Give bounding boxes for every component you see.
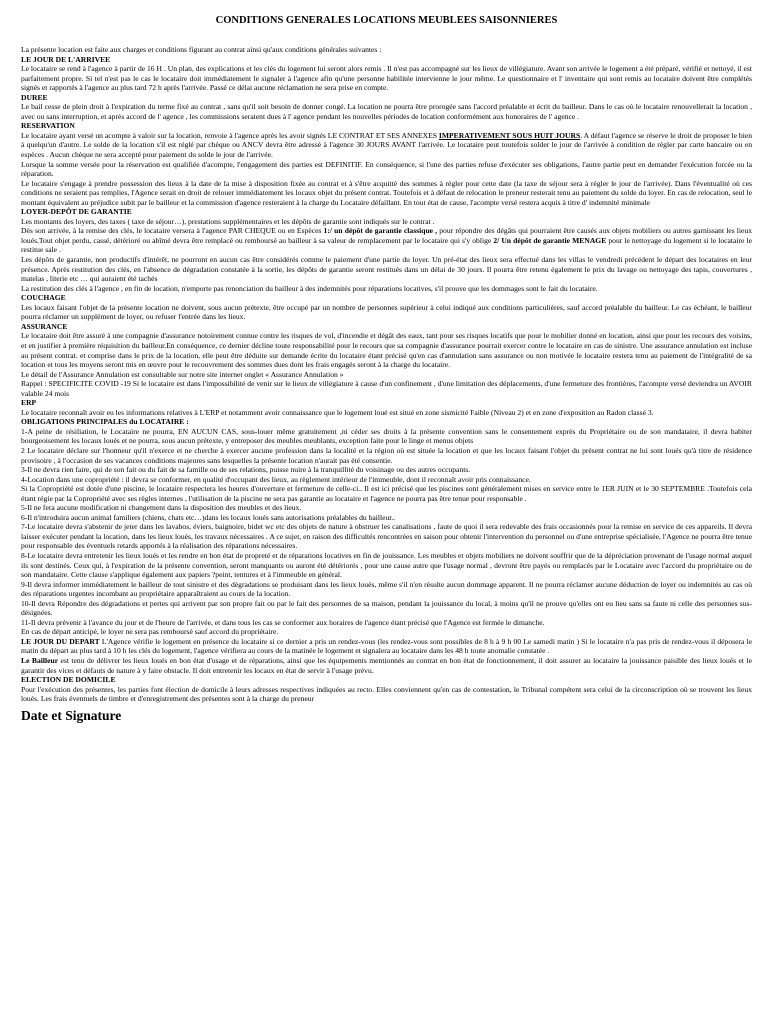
text-reservation-1b: . A défaut l'agence se réserve le droit de proposer le bien à quelqu'un d'autre. Le solde de la location s'il est réglé par chèque ou ANCV devra être adressé à l'agence 30 JOURS AVANT l'arrivée. Le locataire peut toutefois solder le jour de l'arrivée à condition de régler par carte bancaire ou en espèces . Aucun chèque ne sera accepté pour paiement du solde le jour de l'arrivée.	[21, 130, 752, 160]
heading-depot: LOYER-DEPÔT DE GARANTIE	[21, 207, 132, 217]
text-depart-body: L'Agence vérifie le logement en présence du locataire si ce dernier a pris un rendez-vous (les rendez-vous sont possibles de 8 h à 9 h 00 Le samedi matin ) Si le locataire n'a pas pris de rendez-vous il déposera le matin du départ au plus tard à 10 h les clés du logement, l'agence vérifiera au cours de la matinée le logement et signalera au locataire dans les 48 h toute anomalie constatée .	[21, 636, 752, 656]
text-reservation-2: Lorsque la somme versée pour la réservation est qualifiée d'acompte, l'engagement des parties est DEFINITIF. En conséquence, si l'une des parties refuse d'exécuter ses obligations, l'autre partie peut en demander l'exécution forcée ou la réparation.	[21, 159, 752, 179]
text-domicile: Pour l'exécution des présentes, les parties font élection de domicile à leurs adresses respectives indiquées au recto. Elles conviennent qu'en cas de contestation, le Tribunal compétent sera celui de la circonscription où se trouvent les lieux loués. Les frais éventuels de timbre et d'enregistrement des présentes sont à la charge du preneur	[21, 684, 752, 704]
obligation-item: 8-Le locataire devra entretenir les lieux loués et les rendre en bon état de propreté et de réparations locatives en fin de jouissance. Les meubles et objets mobiliers ne doivent souffrir que de la dépréciation provenant de l'usage normal auquel ils sont destinés. Ceux qui, à l'expiration de la présente convention, seront manquants ou auront été détériorés , pour une cause autre que l'usage normal , devront être payés ou remplacés par le Locataire avec l'accord du propriétaire ou de son mandataire. Cette clause s'applique également aux papiers ?peint, tentures et à l'immeuble en général.	[21, 550, 752, 580]
obligation-item: 4-Location dans une copropriété : il devra se conformer, en qualité d'occupant des lieux, au règlement intérieur de l'immeuble, dont il reconnaît avoir pris connaissance.	[21, 474, 531, 484]
heading-depart: LE JOUR DU DEPART	[21, 636, 100, 646]
text-depot-3: Les dépôts de garantie, non productifs d'intérêt, ne pourront en aucun cas être considérés comme le paiement d'une partie du loyer. Un pré-état des lieux sera effectué dans les villas le vendredi précédent le départ des locataires en leur présence. Après restitution des clés, en l'absence de dégradation constatée à la sortie, les dépôts de garantie seront restitués dans un délai de 30 jours. Il pourra être retenu également le prix du lavage ou nettoyage des tapis, couvertures , matelas , literie etc … qui auraient été tachés	[21, 255, 752, 284]
obligation-item: 6-Il n'introduira aucun animal familiers (chiens, chats etc…)dans les locaux loués sans autorisations préalables du bailleur..	[21, 512, 396, 522]
obligation-item: 7-Le locataire devra s'abstenir de jeter dans les lavabos, éviers, baignoire, bidet wc etc des objets de nature à obstruer les canalisations , faute de quoi il sera redevable des frais occasionnés pour la remise en service de ces appareils. Il devra laisser exécuter pendant la location, dans les lieux loués, les travaux nécessaires . A ce sujet, en raison des difficultés rencontrées en saison pour obtenir l'intervention du personnel ou d'une entreprise spécialisée, l'Agence ne pourra être tenue pour responsable des éventuels retards apportés à la réalisation des réparations nécessaires.	[21, 522, 752, 551]
text-depot-4: La restitution des clés à l'agence , en fin de location, n'emporte pas renonciation du bailleur à des indemnités pour réparations locatives, s'il prouve que les dommages sont le fait du locataire.	[21, 283, 598, 293]
heading-bailleur: Le Bailleur	[21, 656, 59, 665]
text-depot-2a: Dès son arrivée, à la remise des clés, le locataire versera à l'agence PAR CHEQUE ou en Espèces	[21, 226, 324, 236]
text-reservation-3: Le locataire s'engage à prendre possession des lieux à la date de la mise à disposition fixée au contrat et à s'être acquitté des sommes à régler pour cette date (la taxe de séjour sera à régler le jour de l'arrivée). Dans l'éventualité où ces conditions ne seraient pas remplies, l'Agence serait en droit de relouer immédiatement les locaux objet du présent contrat. Toutefois et à défaut de relocation le preneur resterait tenu au paiement du solde du loyer. En cas de relocation, seul le montant équivalent au préjudice subit par le bailleur et la commission d'agence resteraient à la charge du Locataire défaillant. En tout état de cause, l'acompte versé restera acquis à titre d' indemnité minimale	[21, 178, 752, 207]
obligation-item: 10-Il devra Répondre des dégradations et pertes qui arrivent par son propre fait ou par le fait des personnes de sa maison, pendant la jouissance du local, à moins qu'il ne prouve qu'elles ont eu lieu sans sa faute ni celle des personnes sus-désignées.	[21, 598, 752, 618]
text-depot-classique: 1:/ un dépôt de garantie classique ,	[323, 226, 438, 236]
text-depart	[21, 637, 752, 656]
text-assurance-2: Le détail de l'Assurance Annulation est consultable sur notre site internet onglet « Assurance Annulation »	[21, 369, 344, 379]
text-bailleur-body: est tenu de délivrer les lieux loués en bon état d'usage et de réparations, ainsi que les équipements mentionnés au contrat en bon état de fonctionnement, il doit assurer au locataire la jouissance paisible des lieux loués et le garantir des vices et défauts de nature à y faire obstacle. Il doit entretenir les locaux en état de servir à l'usage prévu.	[21, 656, 752, 675]
text-reservation-emphasis: IMPERATIVEMENT SOUS HUIT JOURS	[438, 130, 581, 140]
intro-text: La présente location est faite aux charges et conditions figurant au contrat ainsi qu'aux conditions générales suivantes :	[21, 45, 382, 54]
text-depot-menage: 2/ Un dépôt de garantie MENAGE	[493, 235, 607, 245]
obligation-item: 1-A peine de résiliation, le Locataire ne pourra, EN AUCUN CAS, sous-louer même gratuitement ,ni céder ses droits à la présente convention sans le consentement exprès du Propriétaire ou de son mandataire, il devra habiter bourgeoisement les locaux loués et ne pourra, sous aucun prétexte, y entreposer des meubles meublants, exception faite pour le linge et menus objets	[21, 426, 752, 446]
document-title: CONDITIONS GENERALES LOCATIONS MEUBLEES SAISONNIERES	[215, 15, 558, 26]
heading-arrivee: LE JOUR DE L'ARRIVEE	[21, 54, 111, 64]
text-reservation-1	[21, 131, 752, 160]
heading-erp: ERP	[21, 398, 37, 408]
heading-duree: DUREE	[21, 92, 48, 102]
text-erp: Le locataire reconnaît avoir eu les informations relatives à L'ERP et notamment avoir connaissance que le logement loué est situé en zone sismicité Faible (Niveau 2) et en zone d'exposition au Radon classé 3.	[21, 407, 654, 417]
heading-reservation: RESERVATION	[21, 121, 75, 131]
text-depot-2	[21, 226, 752, 255]
text-couchage: Les locaux faisant l'objet de la présente location ne doivent, sous aucun prétexte, être occupé par un nombre de personnes supérieur à celui indiqué aux conditions particulières, sauf accord préalable du bailleur. Le cas échéant, le bailleur pourra réclamer un supplément de loyer, ou refuser l'entrée dans les lieux.	[21, 302, 752, 322]
obligation-item: 3-Il ne devra rien faire, qui de son fait ou du fait de sa famille ou de ses relations, puisse nuire à la tranquillité du voisinage ou des autres occupants.	[21, 465, 471, 475]
text-bailleur	[21, 656, 752, 675]
obligation-item: 11-Il devra prévenir à l'avance du jour et de l'heure de l'arrivée, et dans tous les cas se conformer aux horaires de l'agence étant précisé que l'Agence est fermée le dimanche.	[21, 617, 545, 627]
heading-domicile: ELECTION DE DOMICILE	[21, 675, 116, 685]
obligation-item: 9-Il devra informer immédiatement le bailleur de tout sinistre et des dégradations se produisant dans les lieux loués, même s'il n'en résulte aucun dommage apparent. Il ne pourra réclamer aucune déduction de loyer ou indemnités au cas où des réparations urgentes incombant au propriétaire apparaîtraient au cours de la location.	[21, 579, 752, 599]
text-depot-2c: pour le nettoyage du logement si le locataire le restitue sale .	[21, 235, 752, 255]
text-depot-1: Les montants des loyers, des taxes ( taxe de séjour…), prestations supplémentaires et les dépôts de garantie sont indiqués sur le contrat .	[21, 216, 435, 226]
obligation-item: 2 Le locataire déclare sur l'honneur qu'il n'exerce et ne cherche à exercer aucune profession dans la localité et la région où est située la location et que les locaux faisant l'objet du présent contrat ne lui sont loués qu'à titre de résidence provisoire , à l'occasion de ses vacances conditions majeures sans lesquelles la présente location n'aurait pas été consentie.	[21, 445, 752, 465]
text-assurance-1: Le locataire doit être assuré à une compagnie d'assurance notoirement connue contre les risques de vol, d'incendie et dégât des eaux, tant pour ses risques locatifs que pour le mobilier donné en location, ainsi que pour les recours des voisins, et en justifier à première réquisition du bailleur.En conséquence, ce dernier décline toute responsabilité pour le recours que sa compagnie d'assurance pourrait exercer contre le locataire en cas de sinistre. Une assurance annulation est incluse au présent contrat. et comprise dans le prix de la location, elle peut être déduite sur demande écrite du locataire étant précisé qu'en cas d'annulation sans assurance ou non motivée le locataire restera tenu au paiement de l'intégralité de sa location et tous les moyens seront mis en œuvre pour le recouvrement des sommes dues dont les frais engagés seront à la charge du locataire.	[21, 331, 752, 370]
signature-label: Date et Signature	[21, 707, 122, 723]
heading-obligations: OBLIGATIONS PRINCIPALES du LOCATAIRE :	[21, 417, 189, 427]
text-duree: Le bail cesse de plein droit à l'expiration du terme fixé au contrat , sans qu'il soit besoin de donner congé. La location ne pourra être prorogée sans l'accord préalable et écrit du bailleur. Dans le cas où le locataire renouvellerait la location , avec ou sans interruption, et après accord de l' agence , les commissions seraient dues à l' agence pendant les nouvelles périodes de location conformément aux honoraires de l' agence .	[21, 102, 752, 121]
text-reservation-1a: Le locataire ayant versé un acompte à valoir sur la location, renvoie à l'agence après les avoir signés LE CONTRAT ET SES ANNEXES	[21, 130, 439, 140]
text-depot-2b: pour répondre des dégâts qui pourraient être causés aux objets mobiliers ou autres garnissant les lieux loués.Tout objet perdu, cassé, détérioré ou abîmé devra être remplacé ou remboursé au bailleur à sa valeur de remplacement par le locataire qui s'y oblige	[21, 226, 752, 245]
text-arrivee: Le locataire se rend à l'agence à partir de 16 H . Un plan, des explications et les clés du logement lui seront alors remis . Il n'est pas accompagné sur les lieux de villégiature. Avant son arrivée le logement a été préparé, vérifié et nettoyé, il est parfaitement propre. Si tel n'est pas le cas le locataire doit immédiatement le signaler à l'agence afin qu'une personne habilitée intervienne le jour même. Le questionnaire et l' inventaire qui sont remis au locataire doivent être complétés signés et rapportés à l'agence au plus tard 72 h après l'arrivée. Passé ce délai aucune réclamation ne sera prise en compte.	[21, 64, 752, 93]
obligation-item: En cas de départ anticipé, le loyer ne sera pas remboursé sauf accord du propriétaire.	[21, 627, 279, 637]
obligation-item: Si la Copropriété est dotée d'une piscine, le locataire respectera les heures d'ouverture et fermeture de celle-ci.. Il est ici précisé que les piscines sont généralement mises en service entre le 1ER JUIN et le 30 SEPTEMBRE .Toutefois cela étant régie par la Copropriété avec ses règles internes , l'utilisation de la piscine ne sera pas garantie au locataire et l'agence ne pourra pas être tenue pour responsable .	[21, 484, 752, 503]
heading-assurance: ASSURANCE	[21, 321, 68, 331]
obligation-item: 5-Il ne fera aucune modification ni changement dans la disposition des meubles et des lieux.	[21, 503, 302, 513]
text-assurance-covid: Rappel : SPECIFICITE COVID -19 Si le locataire est dans l'impossibilité de venir sur le lieux de villégiature à cause d'un confinement , d'une limitation des déplacements, d'une fermeture des frontières, l'acompte versé deviendra un AVOIR valable 24 mois	[21, 379, 752, 398]
heading-couchage: COUCHAGE	[21, 293, 66, 303]
